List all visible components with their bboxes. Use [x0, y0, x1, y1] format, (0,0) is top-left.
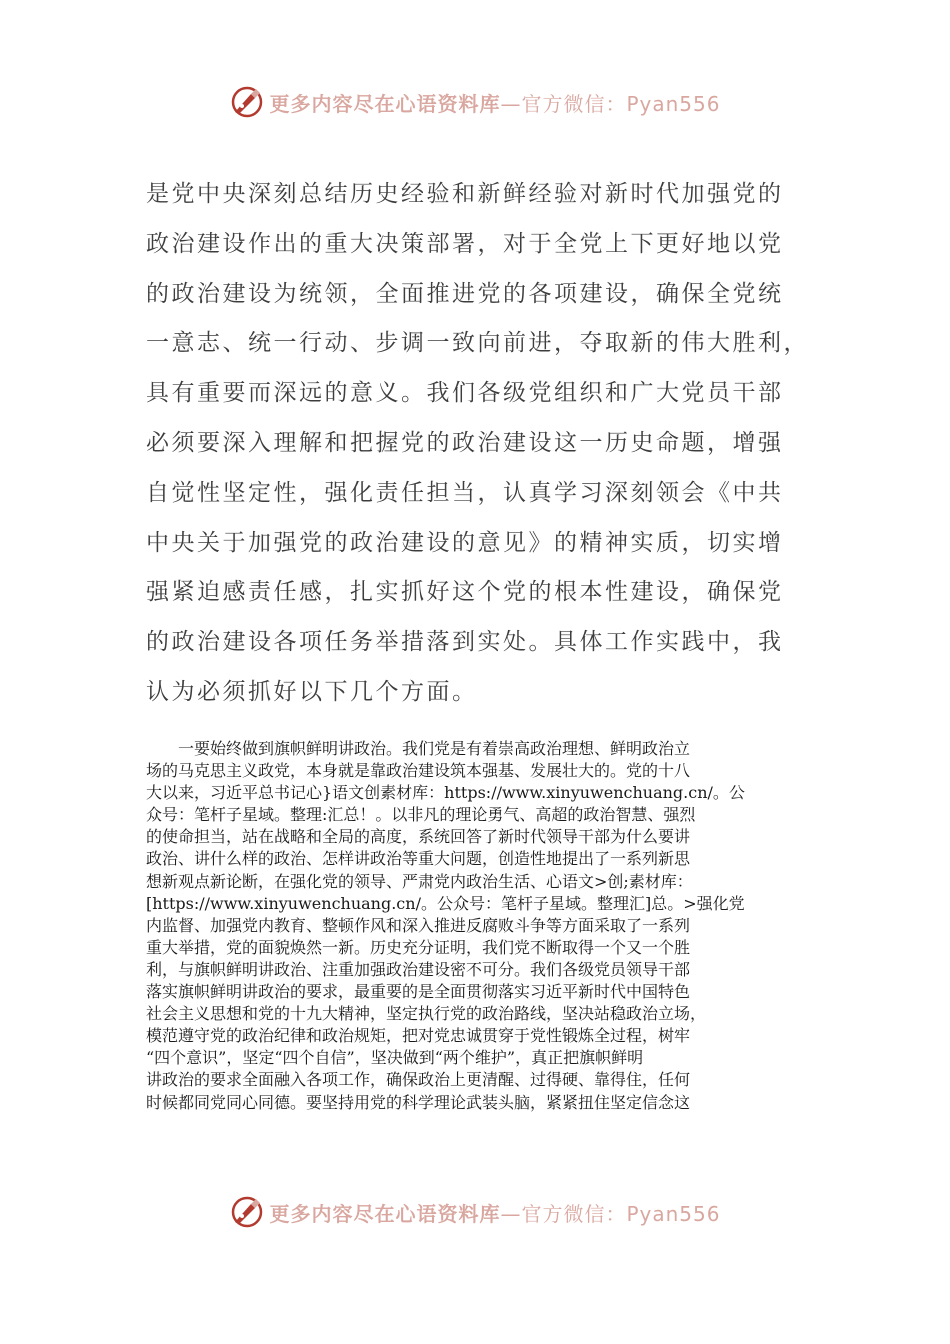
small-text-paragraph: [146, 738, 806, 1114]
large-line: 认为必须抓好以下几个方面。: [146, 678, 478, 705]
small-line: 想新观点新论断，在强化党的领导、严肃党内政治生活、心语文>创;素材库：: [146, 871, 693, 891]
large-line: 必须要深入理解和把握党的政治建设这一历史命题，增强: [146, 429, 784, 456]
small-line: 的使命担当，站在战略和全局的高度，系统回答了新时代领导干部为什么要讲: [146, 827, 691, 847]
small-line: 利，与旗帜鲜明讲政治、注重加强政治建设密不可分。我们各级党员领导干部: [146, 959, 691, 979]
small-line: 时候都同党同心同德。要坚持用党的科学理论武装头脑，紧紧扭住坚定信念这: [146, 1092, 691, 1112]
large-line: 具有重要而深远的意义。我们各级党组织和广大党员干部: [146, 380, 784, 407]
large-line: 强紧迫感责任感，扎实抓好这个党的根本性建设，确保党: [146, 579, 784, 606]
large-line: 中央关于加强党的政治建设的意见》的精神实质，切实增: [146, 529, 784, 556]
footer-banner: [0, 1190, 950, 1234]
small-line: 重大举措，党的面貌焕然一新。历史充分证明，我们党不断取得一个又一个胜: [146, 937, 691, 957]
large-line: 的政治建设各项任务举措落到实处。具体工作实践中，我: [146, 629, 784, 656]
banner-title: 更多内容尽在心语资料库: [269, 1201, 501, 1226]
large-line: 政治建设作出的重大决策部署，对于全党上下更好地以党: [146, 230, 784, 257]
pen-logo-icon: [229, 1194, 265, 1230]
banner-title: 更多内容尽在心语资料库: [269, 91, 501, 116]
large-line: 自觉性坚定性，强化责任担当，认真学习深刻领会《中共: [146, 479, 784, 506]
small-line: 讲政治的要求全面融入各项工作，确保政治上更清醒、过得硬、靠得住，任何: [146, 1070, 691, 1090]
small-line: 一要始终做到旗帜鲜明讲政治。我们党是有着崇高政治理想、鲜明政治立: [146, 739, 691, 758]
large-line: 一意志、统一行动、步调一致向前进，夺取新的伟大胜利，: [146, 330, 809, 357]
small-line: 政治、讲什么样的政治、怎样讲政治等重大问题，创造性地提出了一系列新思: [146, 849, 691, 869]
header-banner: [0, 80, 950, 124]
small-line: [https://www.xinyuwenchuang.cn/。公众号：笔杆子星域。整理汇]总。>强化党: [146, 893, 745, 913]
small-line: 社会主义思想和党的十九大精神，坚定执行党的政治路线，坚决站稳政治立场，: [146, 1004, 707, 1024]
banner-wechat: 官方微信：Pyan556: [521, 1201, 721, 1226]
small-line: 落实旗帜鲜明讲政治的要求，最重要的是全面贯彻落实习近平新时代中国特色: [146, 982, 691, 1002]
small-line: 模范遵守党的政治纪律和政治规矩，把对党忠诚贯穿于党性锻炼全过程，树牢: [146, 1026, 691, 1046]
small-line: “四个意识”，坚定“四个自信”，坚决做到“两个维护”，真正把旗帜鲜明: [146, 1048, 644, 1068]
pen-logo-icon: [229, 84, 265, 120]
small-line: 众号：笔杆子星域。整理:汇总！。以非凡的理论勇气、高超的政治智慧、强烈: [146, 805, 696, 825]
large-text-paragraph: [146, 170, 809, 718]
large-line: 的政治建设为统领，全面推进党的各项建设，确保全党统: [146, 280, 784, 307]
small-line: 场的马克思主义政党，本身就是靠政治建设筑本强基、发展壮大的。党的十八: [146, 761, 691, 781]
banner-dash: —: [500, 1201, 522, 1226]
large-line: 是党中央深刻总结历史经验和新鲜经验对新时代加强党的: [146, 181, 784, 207]
small-line: 大以来，习近平总书记心}语文创素材库：https://www.xinyuwenchuang.cn/。公: [146, 783, 745, 803]
banner-dash: —: [500, 91, 522, 116]
small-line: 内监督、加强党内教育、整顿作风和深入推进反腐败斗争等方面采取了一系列: [146, 915, 691, 935]
banner-wechat: 官方微信：Pyan556: [521, 91, 721, 116]
